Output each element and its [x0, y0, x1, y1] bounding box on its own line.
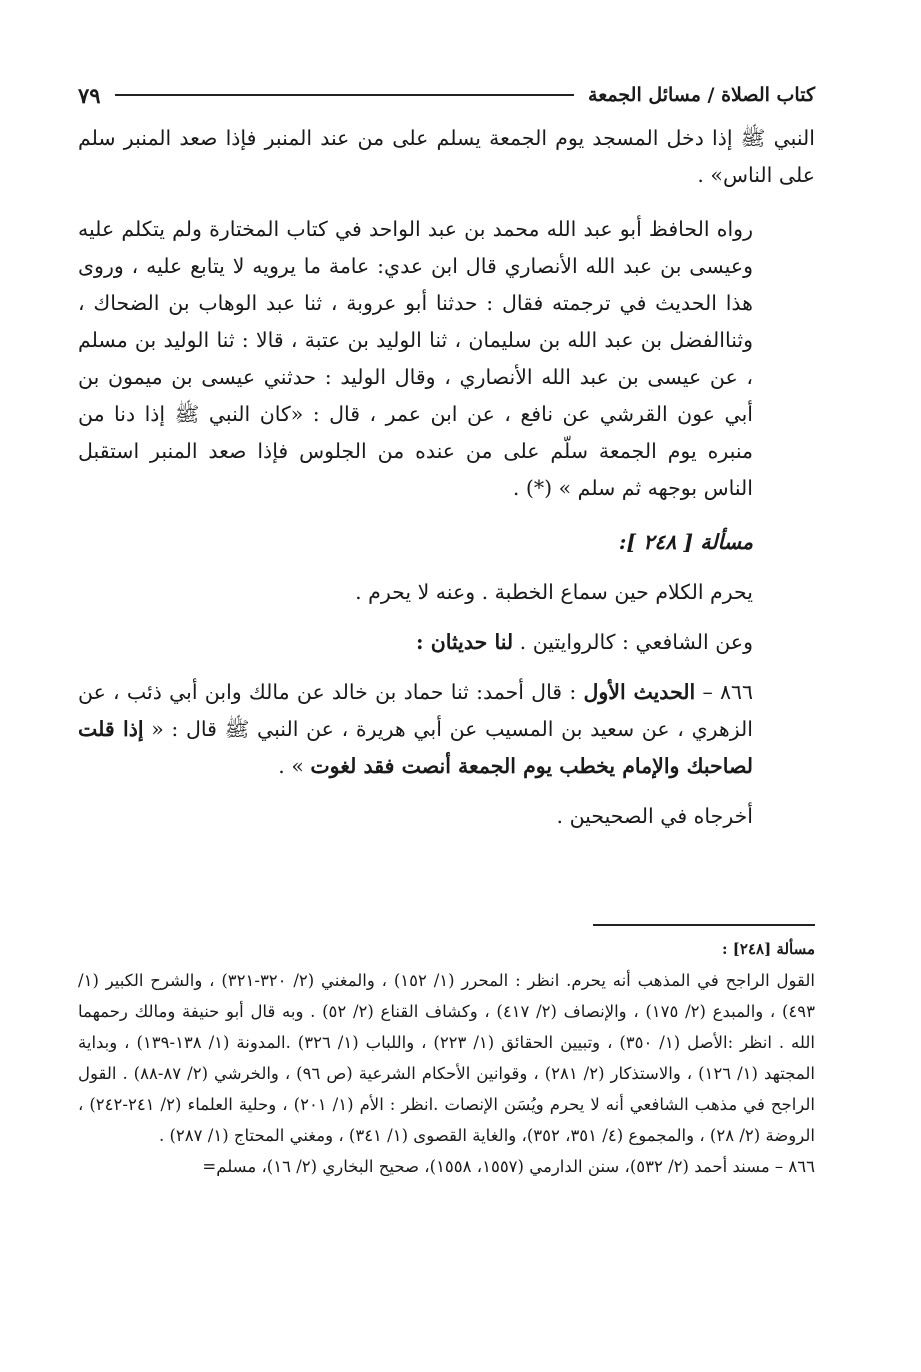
hadith-end: » .: [278, 754, 311, 778]
shafii-paragraph: [78, 624, 815, 661]
spacer: [78, 561, 815, 574]
footnote-masala-text: القول الراجح في المذهب أنه يحرم. انظر : المحرر (١/ ١٥٢) ، والمغني (٢/ ٣٢٠-٣٢١) ، والشرح الكبير (١/ ٤٩٣) ، والمبدع (٢/ ١٧٥) ، والإنصاف (٢/ ٤١٧) ، وكشاف القناع (٢/ ٥٢) . وبه قال أبو حنيفة ومالك رحمهما الله . انظر :الأصل (١/ ٣٥٠) ، وتبيين الحقائق (١/ ٢٢٣) ، واللباب (١/ ٣٢٦) .المدونة (١/ ١٣٨-١٣٩) ، وبداية المجتهد (١/ ١٢٦) ، والاستذكار (٢/ ٢٨١) ، وقوانين الأحكام الشرعية (ص ٩٦) ، والخرشي (٢/ ٨٧-٨٨) . القول الراجح في مذهب الشافعي أنه لا يحرم ويُسَن الإنصات .انظر : الأم (١/ ٢٠١) ، وحلية العلماء (٢/ ٢٤١-٢٤٢) ، الروضة (٢/ ٢٨) ، والمجموع (٤/ ٣٥١، ٣٥٢)، والغاية القصوى (١/ ٣٤١) ، ومغني المحتاج (١/ ٢٨٧) .: [78, 971, 816, 1145]
hadith-matn: إذا قلت لصاحبك والإمام يخطب يوم الجمعة أنصت فقد لغوت: [78, 717, 753, 778]
main-text: [78, 120, 815, 835]
spacer: [78, 661, 815, 674]
header-rule: [115, 94, 574, 96]
spacer: [78, 611, 815, 624]
spacer: [78, 785, 815, 798]
hadith-chain: : قال أحمد: ثنا حماد بن خالد عن مالك وابن أبي ذئب ، عن الزهري ، عن سعيد بن المسيب عن أبي هريرة ، عن النبي ﷺ قال : «: [78, 680, 753, 741]
continuation-paragraph: النبي ﷺ إذا دخل المسجد يوم الجمعة يسلم على من عند المنبر فإذا صعد المنبر سلم على الناس» .: [78, 126, 815, 187]
hadith-paragraph: [78, 674, 815, 785]
takhrij-paragraph: أخرجاه في الصحيحين .: [556, 804, 753, 828]
spacer: [78, 507, 815, 524]
shafii-bold-text: لنا حديثان :: [415, 630, 514, 654]
page-header: [78, 78, 815, 112]
page-number: ٧٩: [78, 82, 101, 108]
hadith-number: ٨٦٦ –: [695, 680, 753, 704]
masala-heading: مسألة [ ٢٤٨ ]:: [618, 530, 753, 554]
hadith-label: الحديث الأول: [583, 680, 696, 704]
narration-paragraph: رواه الحافظ أبو عبد الله محمد بن عبد الواحد في كتاب المختارة ولم يتكلم عليه وعيسى بن عبد الله الأنصاري قال ابن عدي: عامة ما يرويه لا يتابع عليه ، وروى هذا الحديث في ترجمته فقال : حدثنا أبو عروبة ، ثنا عبد الوهاب بن الضحاك ، وثناالفضل بن عبد الله بن سليمان ، ثنا الوليد بن عتبة ، قالا : ثنا الوليد بن مسلم ، عن عيسى بن عبد الله الأنصاري ، وقال الوليد : حدثني عيسى بن ميمون بن أبي عون القرشي عن نافع ، عن ابن عمر ، قال : «كان النبي ﷺ إذا دنا من منبره يوم الجمعة سلّم على من عنده من الجلوس فإذا صعد المنبر استقبل الناس بوجهه ثم سلم » (*) .: [78, 217, 753, 500]
spacer: [78, 194, 815, 211]
footnote-title: مسألة [٢٤٨] :: [722, 940, 815, 958]
shafii-text: وعن الشافعي : كالروايتين .: [519, 630, 753, 654]
footnote-separator: [593, 924, 815, 926]
footnote-hadith-text: ٨٦٦ – مسند أحمد (٢/ ٥٣٢)، سنن الدارمي (١٥٥٧، ١٥٥٨)، صحيح البخاري (٢/ ١٦)، مسلم=: [202, 1157, 815, 1176]
running-title: كتاب الصلاة / مسائل الجمعة: [588, 84, 815, 106]
ruling-paragraph: يحرم الكلام حين سماع الخطبة . وعنه لا يحرم .: [355, 580, 753, 604]
footnotes: [78, 934, 815, 1182]
